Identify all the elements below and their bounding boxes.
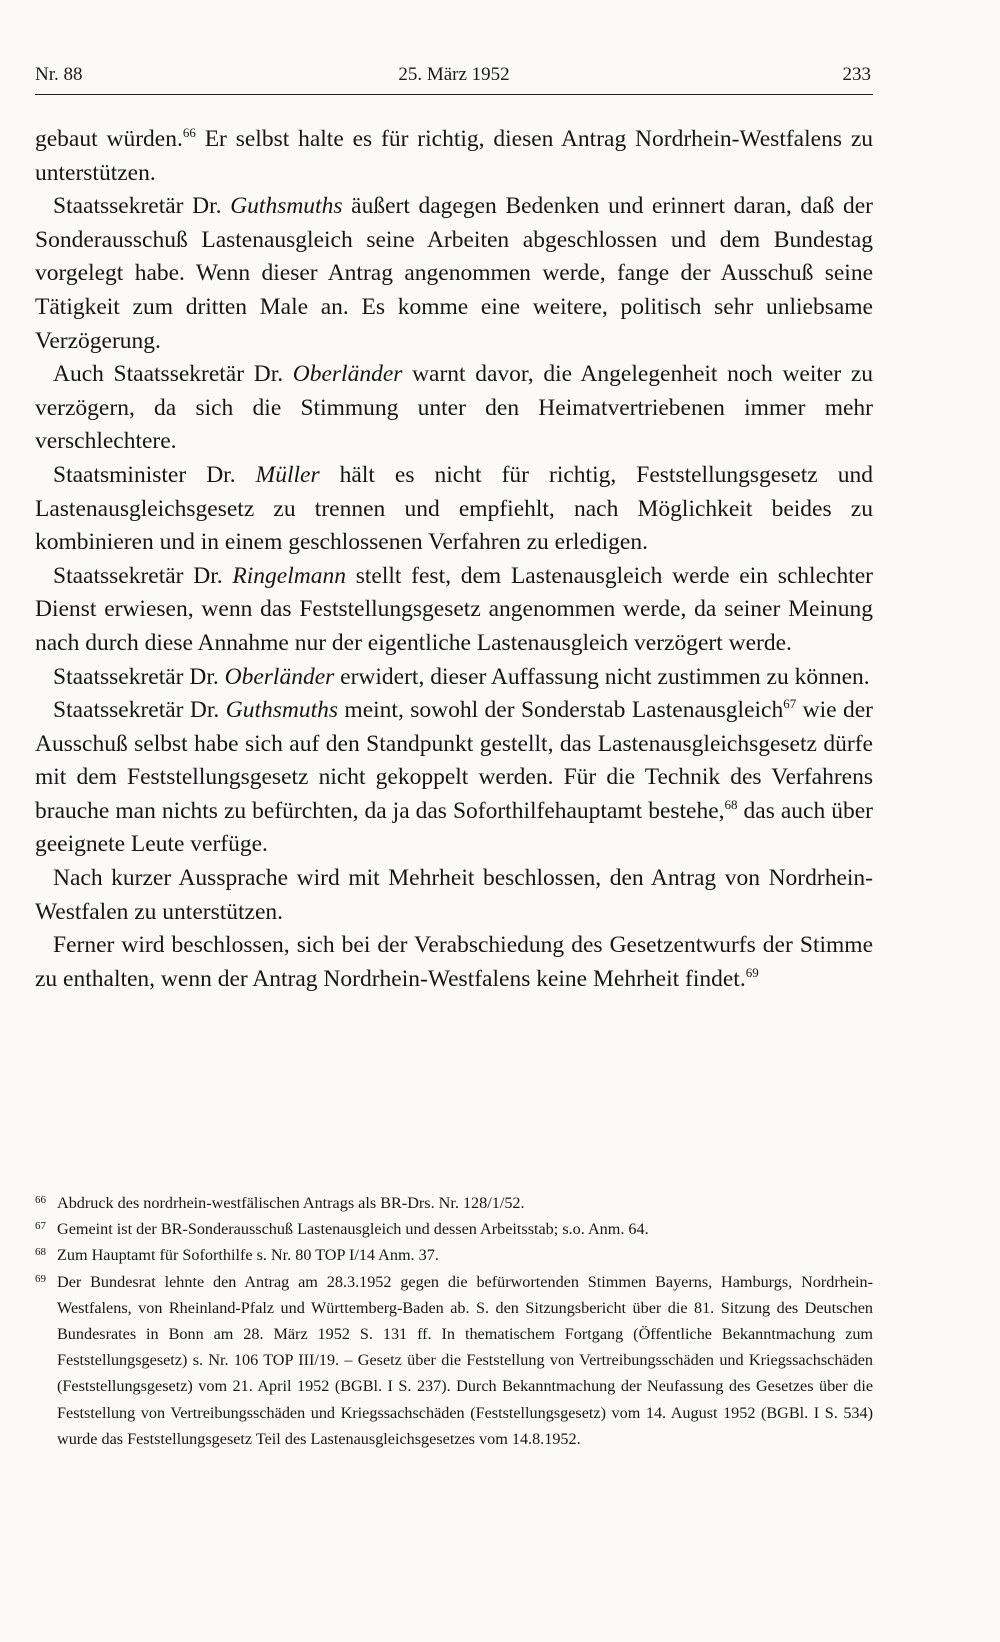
- speaker-name: Oberländer: [224, 663, 335, 690]
- running-header: [35, 62, 873, 95]
- body-paragraph: [35, 123, 873, 190]
- paragraph-text: Staatssekretär Dr.: [53, 562, 233, 589]
- paragraph-text: Staatssekretär Dr.: [53, 663, 225, 690]
- paragraph-text: Staatssekretär Dr.: [53, 697, 226, 724]
- footnote-text: Gemeint ist der BR-Sonderausschuß Lastenausgleich und dessen Arbeitsstab; s.o. Anm. 64.: [57, 1220, 649, 1239]
- footnote: [35, 1242, 873, 1268]
- footnotes: [35, 1190, 873, 1452]
- body-paragraph: [35, 661, 873, 695]
- paragraph-text: das auch über geeignete Leute verfüge.: [35, 797, 873, 858]
- speaker-name: Ringelmann: [232, 562, 346, 589]
- body-paragraph: [35, 560, 873, 661]
- paragraph-text: Er selbst halte es für richtig, diesen Antrag Nordrhein-Westfalens zu unterstützen.: [35, 126, 873, 186]
- paragraph-text: Staatsminister Dr.: [53, 461, 256, 488]
- body-paragraph: [35, 929, 873, 996]
- footnote-reference: 67: [783, 696, 797, 712]
- body-paragraph: [35, 190, 873, 358]
- body-paragraph: [35, 358, 873, 459]
- paragraph-text: wie der Ausschuß selbst habe sich auf den Standpunkt gestellt, das Lastenausgleichsgesetz dürfe mit dem Feststellungsgesetz nicht gekoppelt werden. Für die Technik des Verfahrens brauche man nichts zu befürchten, da ja das Soforthilfehauptamt bestehe,: [35, 697, 873, 824]
- footnote-text: Der Bundesrat lehnte den Antrag am 28.3.1952 gegen die befürwortenden Stimmen Bayerns, Hamburgs, Nordrhein-Westfalens, von Rheinland-Pfalz und Württemberg-Baden ab. S. den Sitzungsbericht über die 81. Sitzung des Deutschen Bundesrates in Bonn am 28. März 1952 S. 131 ff. In thematischem Fortgang (Öffentliche Bekanntmachung zum Feststellungsgesetz) s. Nr. 106 TOP III/19. – Gesetz über die Feststellung von Vertreibungsschäden und Kriegssachschäden (Feststellungsgesetz) vom 21. April 1952 (BGBl. I S. 237). Durch Bekanntmachung der Neufassung des Gesetzes über die Feststellung von Vertreibungsschäden und Kriegssachschäden (Feststellungsgesetz) vom 14. August 1952 (BGBl. I S. 534) wurde das Feststellungsgesetz Teil des Lastenausgleichsgesetzes vom 14.8.1952.: [57, 1272, 873, 1448]
- footnote-number: 66: [35, 1194, 46, 1206]
- footnote: [35, 1269, 873, 1452]
- body-paragraph: [35, 862, 873, 929]
- footnote: [35, 1190, 873, 1216]
- footnote-reference: 69: [745, 965, 759, 981]
- footnote-number: 68: [35, 1246, 46, 1259]
- speaker-name: Guthsmuths: [225, 697, 339, 724]
- paragraph-text: meint, sowohl der Sonderstab Lastenausgleich: [338, 697, 784, 724]
- footnote-reference: 68: [724, 797, 738, 813]
- page-number: 233: [842, 64, 871, 85]
- paragraph-text: warnt davor, die Angelegenheit noch weiter zu verzögern, da sich die Stimmung unter den Heimatvertriebenen immer mehr verschlechtere.: [35, 361, 874, 455]
- speaker-name: Oberländer: [292, 361, 403, 388]
- footnote: [35, 1216, 873, 1242]
- paragraph-text: stellt fest, dem Lastenausgleich werde ein schlechter Dienst erwiesen, wenn das Feststellungsgesetz angenommen werde, da seiner Meinung nach durch diese Annahme nur der eigentliche Lastenausgleich verzögert werde.: [35, 562, 873, 656]
- paragraph-text: gebaut würden.: [35, 126, 183, 152]
- paragraph-text: Staatssekretär Dr.: [53, 193, 231, 220]
- document-number: Nr. 88: [35, 64, 83, 85]
- paragraph-text: Ferner wird beschlossen, sich bei der Verabschiedung des Gesetzentwurfs der Stimme zu enthalten, wenn der Antrag Nordrhein-Westfalens keine Mehrheit findet.: [35, 932, 873, 992]
- paragraph-text: Nach kurzer Aussprache wird mit Mehrheit beschlossen, den Antrag von Nordrhein-Westfalen zu unterstützen.: [35, 865, 873, 925]
- document-date: 25. März 1952: [398, 64, 510, 85]
- body-text: [35, 123, 873, 996]
- body-paragraph: [35, 694, 873, 862]
- body-paragraph: [35, 459, 873, 560]
- speaker-name: Guthsmuths: [230, 193, 343, 220]
- paragraph-text: hält es nicht für richtig, Feststellungsgesetz und Lastenausgleichsgesetz zu trennen und empfiehlt, nach Möglichkeit beides zu kombinieren und in einem geschlossenen Verfahren zu erledigen.: [35, 461, 874, 556]
- speaker-name: Müller: [255, 461, 320, 488]
- footnote-number: 67: [35, 1220, 46, 1233]
- paragraph-text: Auch Staatssekretär Dr.: [53, 361, 293, 388]
- footnote-reference: 66: [182, 125, 196, 141]
- footnote-text: Abdruck des nordrhein-westfälischen Antrags als BR-Drs. Nr. 128/1/52.: [57, 1194, 525, 1212]
- footnote-text: Zum Hauptamt für Soforthilfe s. Nr. 80 TOP I/14 Anm. 37.: [57, 1246, 439, 1265]
- paragraph-text: äußert dagegen Bedenken und erinnert daran, daß der Sonderausschuß Lastenausgleich seine Arbeiten abgeschlossen und dem Bundestag vorgelegt habe. Wenn dieser Antrag angenommen werde, fange der Ausschuß seine Tätigkeit zum dritten Male an. Es komme eine weitere, politisch sehr unliebsame Verzögerung.: [35, 193, 873, 354]
- footnote-number: 69: [35, 1272, 46, 1285]
- paragraph-text: erwidert, dieser Auffassung nicht zustimmen zu können.: [334, 663, 870, 690]
